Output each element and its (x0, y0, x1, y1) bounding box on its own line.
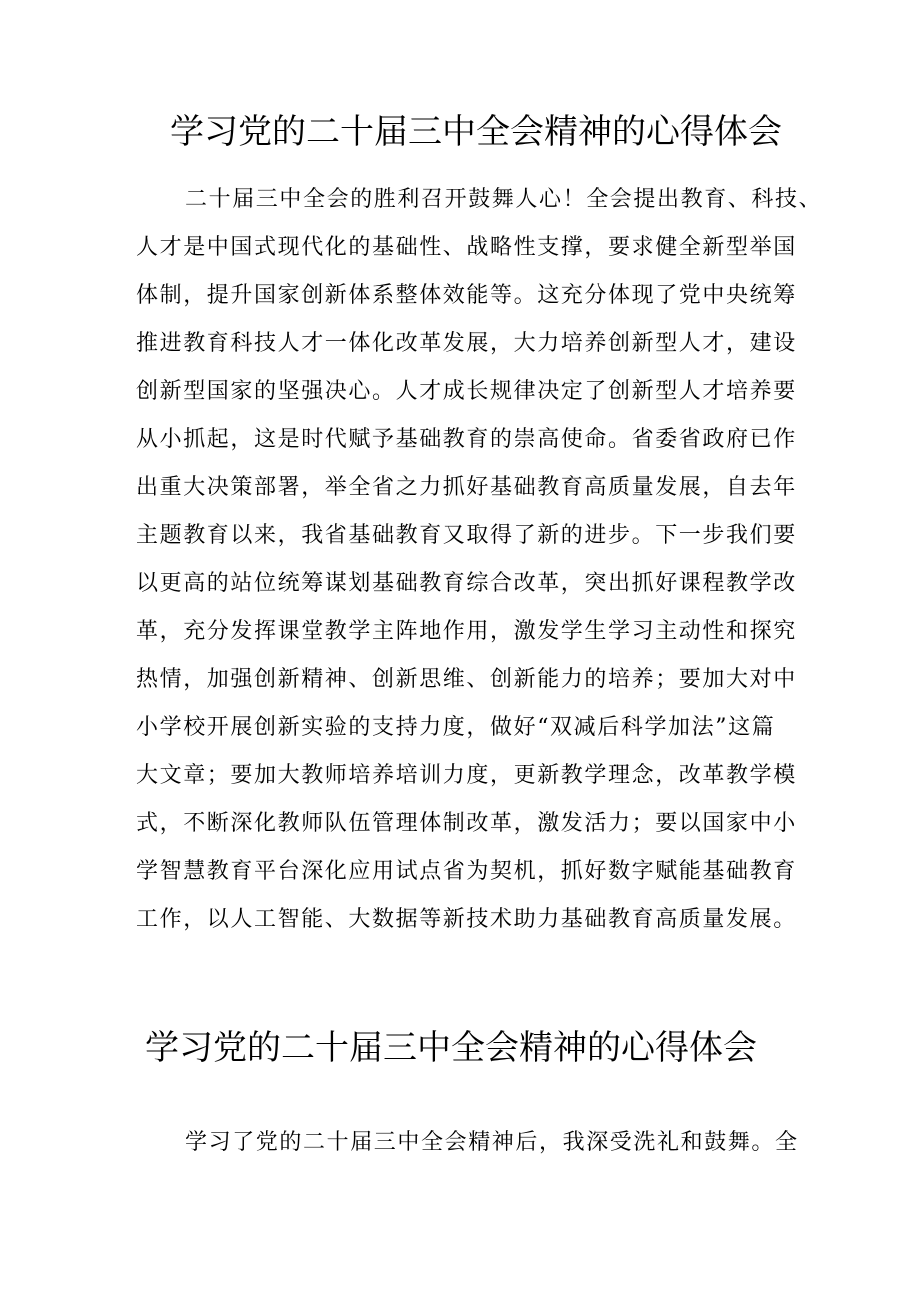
text-line: 主题教育以来，我省基础教育又取得了新的进步。下一步我们要 (136, 523, 797, 548)
text-line: 小学校开展创新实验的支持力度，做好“双减后科学加法”这篇 (136, 715, 776, 740)
text-line: 出重大决策部署，举全省之力抓好基础教育高质量发展，自去年 (136, 475, 797, 500)
text-line: 工作，以人工智能、大数据等新技术助力基础教育高质量发展。 (136, 907, 797, 932)
text-line: 人才是中国式现代化的基础性、战略性支撑，要求健全新型举国 (136, 235, 797, 260)
text-line: 以更高的站位统筹谋划基础教育综合改革，突出抓好课程教学改 (136, 571, 797, 596)
section-title: 学习党的二十届三中全会精神的心得体会 (145, 1028, 757, 1068)
section-title: 学习党的二十届三中全会精神的心得体会 (170, 112, 782, 152)
text-line: 革，充分发挥课堂教学主阵地作用，激发学生学习主动性和探究 (136, 619, 797, 644)
text-line: 二十届三中全会的胜利召开鼓舞人心！全会提出教育、科技、 (185, 187, 823, 212)
text-line: 学习了党的二十届三中全会精神后，我深受洗礼和鼓舞。全 (185, 1130, 799, 1155)
text-line: 推进教育科技人才一体化改革发展，大力培养创新型人才，建设 (136, 331, 797, 356)
text-line: 体制，提升国家创新体系整体效能等。这充分体现了党中央统筹 (136, 283, 797, 308)
text-line: 热情，加强创新精神、创新思维、创新能力的培养；要加大对中 (136, 667, 797, 692)
text-line: 大文章；要加大教师培养培训力度，更新教学理念，改革教学模 (136, 763, 797, 788)
section-body (136, 1119, 799, 1167)
section-body (136, 176, 823, 944)
text-line: 从小抓起，这是时代赋予基础教育的崇高使命。省委省政府已作 (136, 427, 797, 452)
text-line: 式，不断深化教师队伍管理体制改革，激发活力；要以国家中小 (136, 811, 797, 836)
text-line: 创新型国家的坚强决心。人才成长规律决定了创新型人才培养要 (136, 379, 797, 404)
text-line: 学智慧教育平台深化应用试点省为契机，抓好数字赋能基础教育 (136, 859, 797, 884)
